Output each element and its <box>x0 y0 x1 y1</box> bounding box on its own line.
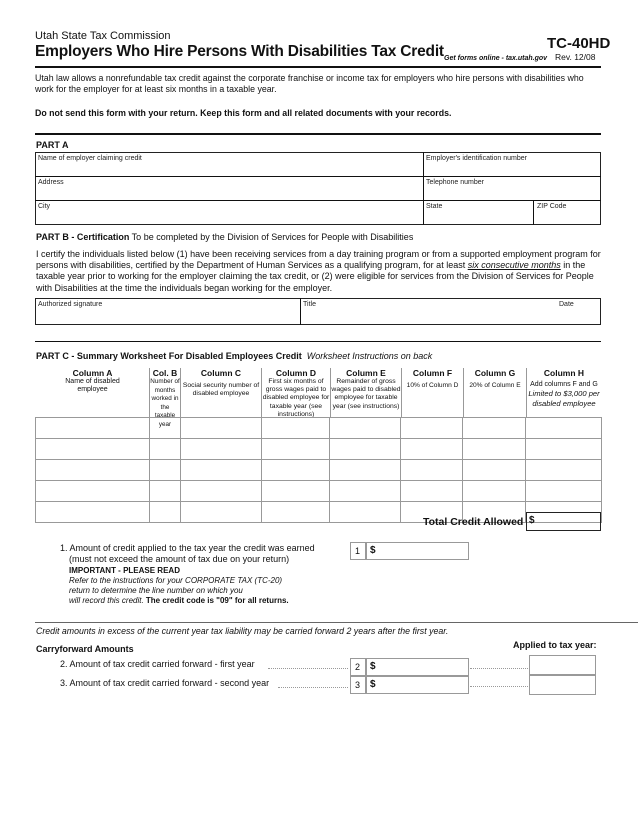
line-2-label: 2. Amount of tax credit carried forward - first year <box>60 659 255 669</box>
summary-worksheet-table <box>35 417 602 523</box>
table-row <box>36 460 602 481</box>
line-3-leader <box>278 687 348 688</box>
worksheet-cell-column-d[interactable] <box>261 418 330 439</box>
page-title: Employers Who Hire Persons With Disabilities Tax Credit <box>35 43 444 60</box>
line-1-note-3 <box>60 596 315 606</box>
worksheet-cell-column-g[interactable] <box>463 460 526 481</box>
worksheet-cell-column-e[interactable] <box>330 439 401 460</box>
column-g-title: Column G <box>474 368 516 378</box>
worksheet-cell-column-b[interactable] <box>149 439 180 460</box>
worksheet-cell-column-c[interactable] <box>180 481 261 502</box>
important-notice: IMPORTANT - PLEASE READ <box>69 566 180 575</box>
header-vrule <box>149 368 150 417</box>
cert-text-2: in the taxable year prior to working for the employer claiming the tax credit, or (2) were eligible for services from the Division of Services for People with Disabilities at the time the individuals began working for the employer. <box>36 260 594 293</box>
cert-text-emph: six consecutive months <box>467 260 561 271</box>
column-g-desc: 20% of Column E <box>469 382 521 389</box>
zip-field[interactable] <box>534 211 600 224</box>
line-2-number-text: 2 <box>355 662 361 672</box>
table-row <box>36 439 602 460</box>
worksheet-cell-column-h[interactable] <box>526 460 602 481</box>
city-label: City <box>38 203 51 210</box>
worksheet-cell-column-a[interactable] <box>36 481 150 502</box>
header-vrule <box>463 368 464 417</box>
header-vrule <box>261 368 262 417</box>
applied-tax-year-label: Applied to tax year: <box>513 640 597 650</box>
column-f-header <box>402 368 463 390</box>
worksheet-cell-column-a[interactable] <box>36 502 150 523</box>
worksheet-cell-column-e[interactable] <box>330 481 401 502</box>
line-1-number <box>350 542 366 560</box>
column-c-header <box>181 368 261 398</box>
column-g-header <box>464 368 526 390</box>
worksheet-cell-column-a[interactable] <box>36 460 150 481</box>
state-label: State <box>426 203 443 210</box>
carryforward-rule <box>35 622 638 623</box>
line-3-currency: $ <box>370 679 376 690</box>
header-vrule <box>401 368 402 417</box>
form-number: TC-40HD <box>547 35 611 52</box>
worksheet-cell-column-f[interactable] <box>401 439 463 460</box>
worksheet-cell-column-d[interactable] <box>261 460 330 481</box>
worksheet-cell-column-c[interactable] <box>180 439 261 460</box>
worksheet-cell-column-g[interactable] <box>463 439 526 460</box>
part-b-certification-text <box>36 249 603 294</box>
worksheet-cell-column-c[interactable] <box>180 460 261 481</box>
line-1-note-3-text: will record this credit. <box>69 596 144 605</box>
line-2-currency: $ <box>370 661 376 672</box>
line-1-sublabel: (must not exceed the amount of tax due on your return) <box>69 554 290 564</box>
worksheet-cell-column-c[interactable] <box>180 418 261 439</box>
line-3-year-leader <box>470 686 528 687</box>
intro-paragraph: Utah law allows a nonrefundable tax credit against the corporate franchise or income tax for employers who hire persons with disabilities who work for the employer for at least six months in a taxable year. <box>35 73 584 94</box>
column-d-desc: First six months of gross wages paid to disabled employee for taxable year (see instructions) <box>262 378 330 418</box>
table-row <box>36 418 602 439</box>
column-f-title: Column F <box>412 368 453 378</box>
worksheet-cell-column-b[interactable] <box>149 502 180 523</box>
worksheet-cell-column-b[interactable] <box>149 481 180 502</box>
employer-name-label: Name of employer claiming credit <box>38 155 142 162</box>
line-1-number-text: 1 <box>355 546 361 556</box>
column-e-desc: Remainder of gross wages paid to disabled employee for taxable year (see instructions) <box>331 378 401 410</box>
line-1-currency: $ <box>370 545 376 556</box>
part-b-heading <box>36 232 413 242</box>
line-3-label: 3. Amount of tax credit carried forward - second year <box>60 678 270 688</box>
worksheet-cell-column-f[interactable] <box>401 481 463 502</box>
line-2-year-leader <box>470 668 528 669</box>
title-field[interactable] <box>301 309 541 324</box>
address-field[interactable] <box>36 187 422 200</box>
worksheet-cell-column-e[interactable] <box>330 460 401 481</box>
carryforward-heading: Carryforward Amounts <box>36 644 134 654</box>
signature-label: Authorized signature <box>38 301 103 308</box>
worksheet-cell-column-a[interactable] <box>36 418 150 439</box>
header-vrule <box>180 368 181 417</box>
total-credit-currency: $ <box>529 515 535 526</box>
state-field[interactable] <box>424 211 532 224</box>
column-a-header <box>36 368 149 394</box>
part-b-subtitle: To be completed by the Division of Services for People with Disabilities <box>129 232 414 242</box>
column-h-desc: Add columns F and G <box>530 381 598 388</box>
line-1-note-1: Refer to the instructions for your CORPORATE TAX (TC-20) <box>69 576 283 585</box>
worksheet-cell-column-e[interactable] <box>330 502 401 523</box>
part-c-rule <box>35 341 601 342</box>
line-1-label: 1. Amount of credit applied to the tax year the credit was earned <box>60 543 315 553</box>
part-a-heading: PART A <box>36 140 69 150</box>
telephone-label: Telephone number <box>426 179 484 186</box>
date-field[interactable] <box>542 309 600 324</box>
signature-field[interactable] <box>36 309 299 324</box>
line-3-number <box>350 676 366 694</box>
worksheet-cell-column-h[interactable] <box>526 418 602 439</box>
worksheet-cell-column-h[interactable] <box>526 439 602 460</box>
column-a-desc: Name of disabled employee <box>65 378 120 394</box>
part-c-title: PART C - Summary Worksheet For Disabled Employees Credit <box>36 351 302 361</box>
worksheet-cell-column-b[interactable] <box>149 418 180 439</box>
employer-name-field[interactable] <box>36 163 422 176</box>
total-credit-field[interactable] <box>526 512 601 531</box>
worksheet-cell-column-e[interactable] <box>330 418 401 439</box>
part-a-divider <box>35 176 601 177</box>
part-a-rule <box>35 133 601 135</box>
column-f-desc: 10% of Column D <box>406 382 459 389</box>
line-2-leader <box>268 668 348 669</box>
zip-label: ZIP Code <box>537 203 567 210</box>
line-3-amount-field[interactable] <box>366 676 469 694</box>
column-b-desc: Number of months worked in the taxable year <box>150 378 180 428</box>
date-label: Date <box>559 301 574 308</box>
header-vrule <box>330 368 331 417</box>
line-2-tax-year-field[interactable] <box>529 655 596 675</box>
worksheet-cell-column-d[interactable] <box>261 439 330 460</box>
column-e-title: Column E <box>346 368 386 378</box>
line-3-tax-year-field[interactable] <box>529 675 596 695</box>
column-d-title: Column D <box>275 368 317 378</box>
worksheet-cell-column-b[interactable] <box>149 460 180 481</box>
get-forms-online: Get forms online - tax.utah.gov <box>444 55 548 62</box>
credit-code-note: The credit code is "09" for all returns. <box>143 596 289 605</box>
header-rule <box>35 66 601 68</box>
revision-date: Rev. 12/08 <box>555 52 596 62</box>
worksheet-cell-column-g[interactable] <box>463 481 526 502</box>
worksheet-cell-column-f[interactable] <box>401 418 463 439</box>
column-h-limit: Limited to $3,000 per disabled employee <box>528 389 600 408</box>
line-2-number <box>350 658 366 676</box>
part-c-heading <box>36 351 432 361</box>
column-e-header <box>331 368 401 411</box>
worksheet-instructions-note: Worksheet Instructions on back <box>306 351 433 361</box>
ein-field[interactable] <box>424 163 600 176</box>
total-credit-label: Total Credit Allowed <box>423 516 524 528</box>
column-a-title: Column A <box>72 368 113 378</box>
worksheet-cell-column-a[interactable] <box>36 439 150 460</box>
line-3-number-text: 3 <box>355 680 361 690</box>
column-h-header <box>527 368 601 408</box>
cert-text-1: I certify the individuals listed below (1) have been receiving services from a day training program or from a supported employment program for persons with disabilities, certified by the Department of Human Services as a qualifying program, for at least <box>36 249 601 271</box>
address-label: Address <box>38 179 64 186</box>
line-1-note-2: return to determine the line number on which you <box>69 586 243 595</box>
carryforward-notice: Credit amounts in excess of the current year tax liability may be carried forward 2 years after the first year. <box>36 626 449 636</box>
line-1-amount-field[interactable] <box>366 542 469 560</box>
ein-label: Employer's identification number <box>426 155 527 162</box>
table-row <box>36 481 602 502</box>
column-h-title: Column H <box>543 368 585 378</box>
title-label: Title <box>303 301 316 308</box>
part-b-title: PART B - Certification <box>36 232 130 242</box>
part-a-divider <box>35 200 601 201</box>
worksheet-cell-column-c[interactable] <box>180 502 261 523</box>
column-b-title: Col. B <box>152 368 178 378</box>
line-1-text <box>60 543 315 606</box>
header-vrule <box>526 368 527 417</box>
line-2-amount-field[interactable] <box>366 658 469 676</box>
records-warning: Do not send this form with your return. Keep this form and all related documents with your records. <box>35 108 452 118</box>
agency-name: Utah State Tax Commission <box>35 30 171 42</box>
column-c-title: Column C <box>200 368 242 378</box>
column-c-desc: Social security number of disabled employee <box>182 382 260 398</box>
worksheet-cell-column-g[interactable] <box>463 418 526 439</box>
worksheet-cell-column-d[interactable] <box>261 502 330 523</box>
worksheet-cell-column-h[interactable] <box>526 481 602 502</box>
city-field[interactable] <box>36 211 422 224</box>
worksheet-cell-column-f[interactable] <box>401 460 463 481</box>
column-d-header <box>262 368 330 419</box>
telephone-field[interactable] <box>424 187 600 200</box>
worksheet-cell-column-d[interactable] <box>261 481 330 502</box>
